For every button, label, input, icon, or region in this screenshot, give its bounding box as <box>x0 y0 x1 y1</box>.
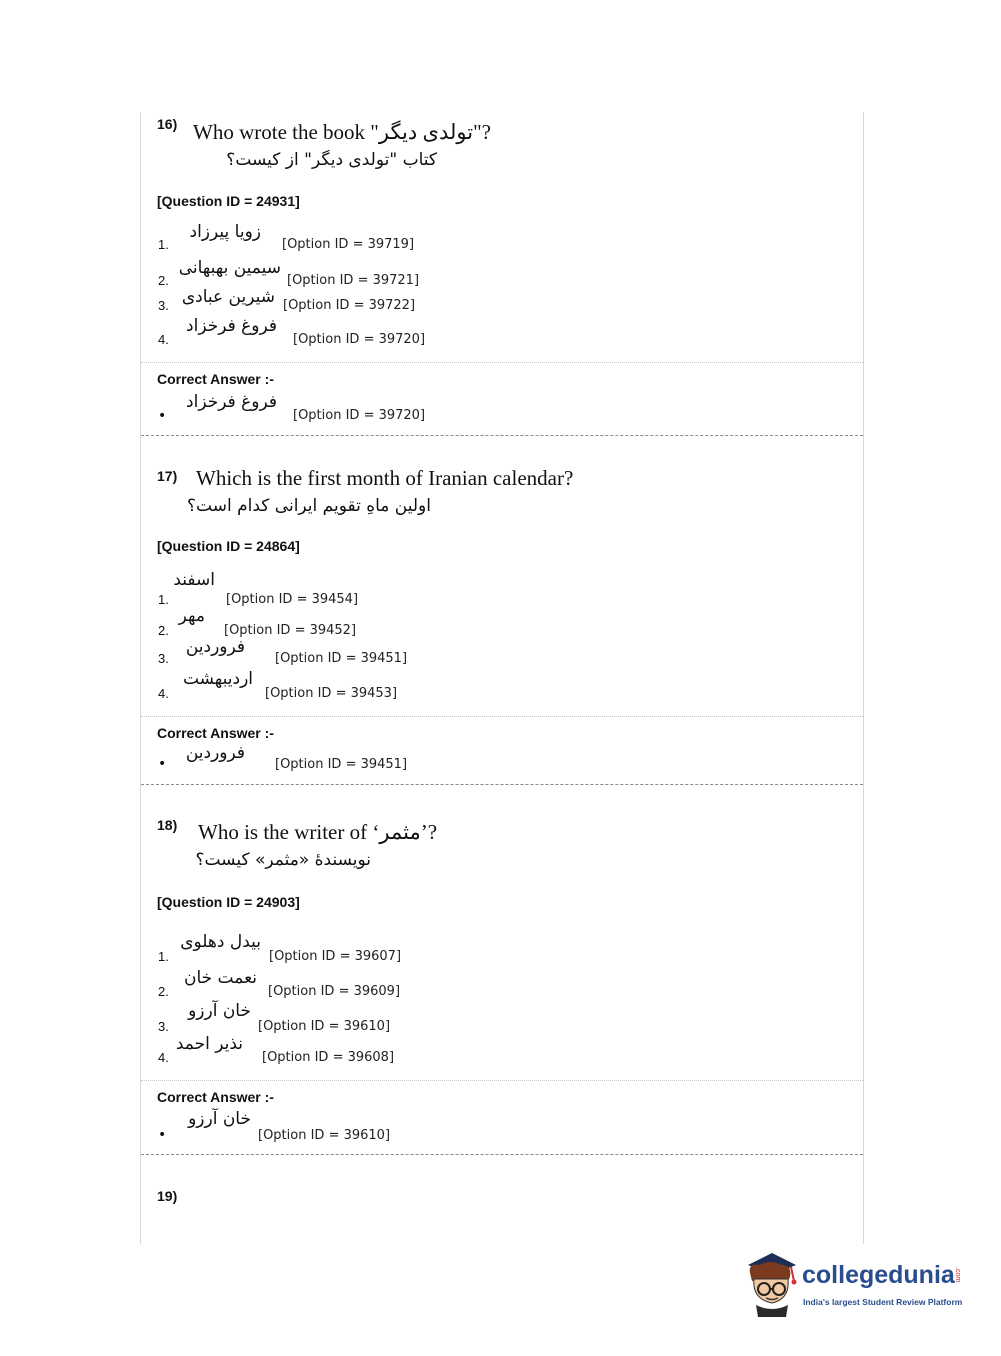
option-id: [Option ID = 39608] <box>262 1050 395 1065</box>
question-id: [Question ID = 24903] <box>157 894 300 910</box>
collegedunia-logo[interactable] <box>742 1251 972 1317</box>
answer-bullet: • <box>158 756 167 772</box>
option-number: 4. <box>158 1050 169 1065</box>
logo-tagline: India's largest Student Review Platform <box>803 1297 963 1307</box>
question-id: [Question ID = 24864] <box>157 538 300 554</box>
question-text-en: Who wrote the book "تولدی دیگر"? <box>193 120 491 144</box>
correct-answer-label: Correct Answer :- <box>157 725 274 741</box>
option-number: 2. <box>158 273 169 288</box>
option-number: 3. <box>158 298 169 313</box>
option-number: 3. <box>158 1019 169 1034</box>
option-id: [Option ID = 39607] <box>269 949 402 964</box>
question-paper-page <box>140 112 864 1244</box>
answer-text: خان آرزو <box>188 1109 251 1129</box>
divider <box>141 362 863 363</box>
option-id: [Option ID = 39454] <box>226 592 359 607</box>
option-number: 2. <box>158 623 169 638</box>
answer-option-id: [Option ID = 39451] <box>275 757 408 772</box>
question-id: [Question ID = 24931] <box>157 193 300 209</box>
option-id: [Option ID = 39720] <box>293 332 426 347</box>
answer-text: فروردین <box>185 743 245 763</box>
option-text: نعمت خان <box>183 968 257 988</box>
question-text-en: Who is the writer of ‘مثمر’? <box>198 820 438 844</box>
question-text-fa: نویسندۀ «مثمر» کیست؟ <box>195 850 371 870</box>
option-id: [Option ID = 39722] <box>283 298 416 313</box>
logo-wordmark: collegedunia <box>802 1261 955 1289</box>
logo-suffix: .com <box>954 1267 961 1283</box>
question-number: 17) <box>157 468 178 484</box>
question-number: 16) <box>157 116 178 132</box>
option-text: بیدل دهلوی <box>180 932 261 952</box>
option-text: زویا پیرزاد <box>189 222 261 242</box>
answer-option-id: [Option ID = 39610] <box>258 1128 391 1143</box>
option-text: فروردین <box>185 637 245 657</box>
option-text: خان آرزو <box>188 1001 251 1021</box>
divider <box>141 1080 863 1081</box>
option-id: [Option ID = 39452] <box>224 623 357 638</box>
option-text: مهر <box>178 606 205 626</box>
option-id: [Option ID = 39719] <box>282 237 415 252</box>
option-id: [Option ID = 39453] <box>265 686 398 701</box>
question-number: 19) <box>157 1188 178 1204</box>
option-number: 2. <box>158 984 169 999</box>
answer-bullet: • <box>158 408 167 424</box>
answer-bullet: • <box>158 1127 167 1143</box>
question-separator <box>141 1154 863 1155</box>
correct-answer-label: Correct Answer :- <box>157 371 274 387</box>
option-number: 1. <box>158 237 169 252</box>
option-number: 1. <box>158 949 169 964</box>
option-text: سیمین بهبهانی <box>178 258 281 278</box>
option-id: [Option ID = 39721] <box>287 273 420 288</box>
mascot-icon <box>742 1251 802 1317</box>
question-text-en: Which is the first month of Iranian calendar? <box>196 466 574 490</box>
option-text: نذیر احمد <box>175 1034 243 1054</box>
option-number: 1. <box>158 592 169 607</box>
option-id: [Option ID = 39609] <box>268 984 401 999</box>
option-id: [Option ID = 39451] <box>275 651 408 666</box>
option-text: اردیبهشت <box>182 669 253 689</box>
answer-text: فروغ فرخزاد <box>186 392 277 412</box>
option-number: 4. <box>158 332 169 347</box>
answer-option-id: [Option ID = 39720] <box>293 408 426 423</box>
question-separator <box>141 435 863 436</box>
option-text: شیرین عبادی <box>181 287 275 307</box>
question-number: 18) <box>157 817 178 833</box>
option-id: [Option ID = 39610] <box>258 1019 391 1034</box>
correct-answer-label: Correct Answer :- <box>157 1089 274 1105</box>
option-number: 3. <box>158 651 169 666</box>
option-text: اسفند <box>173 570 215 590</box>
question-text-fa: اولین ماهِ تقویم ایرانی کدام است؟ <box>187 496 431 516</box>
question-text-fa: کتاب "تولدی دیگر" از کیست؟ <box>226 150 437 170</box>
question-separator <box>141 784 863 785</box>
divider <box>141 716 863 717</box>
option-number: 4. <box>158 686 169 701</box>
option-text: فروغ فرخزاد <box>186 316 277 336</box>
